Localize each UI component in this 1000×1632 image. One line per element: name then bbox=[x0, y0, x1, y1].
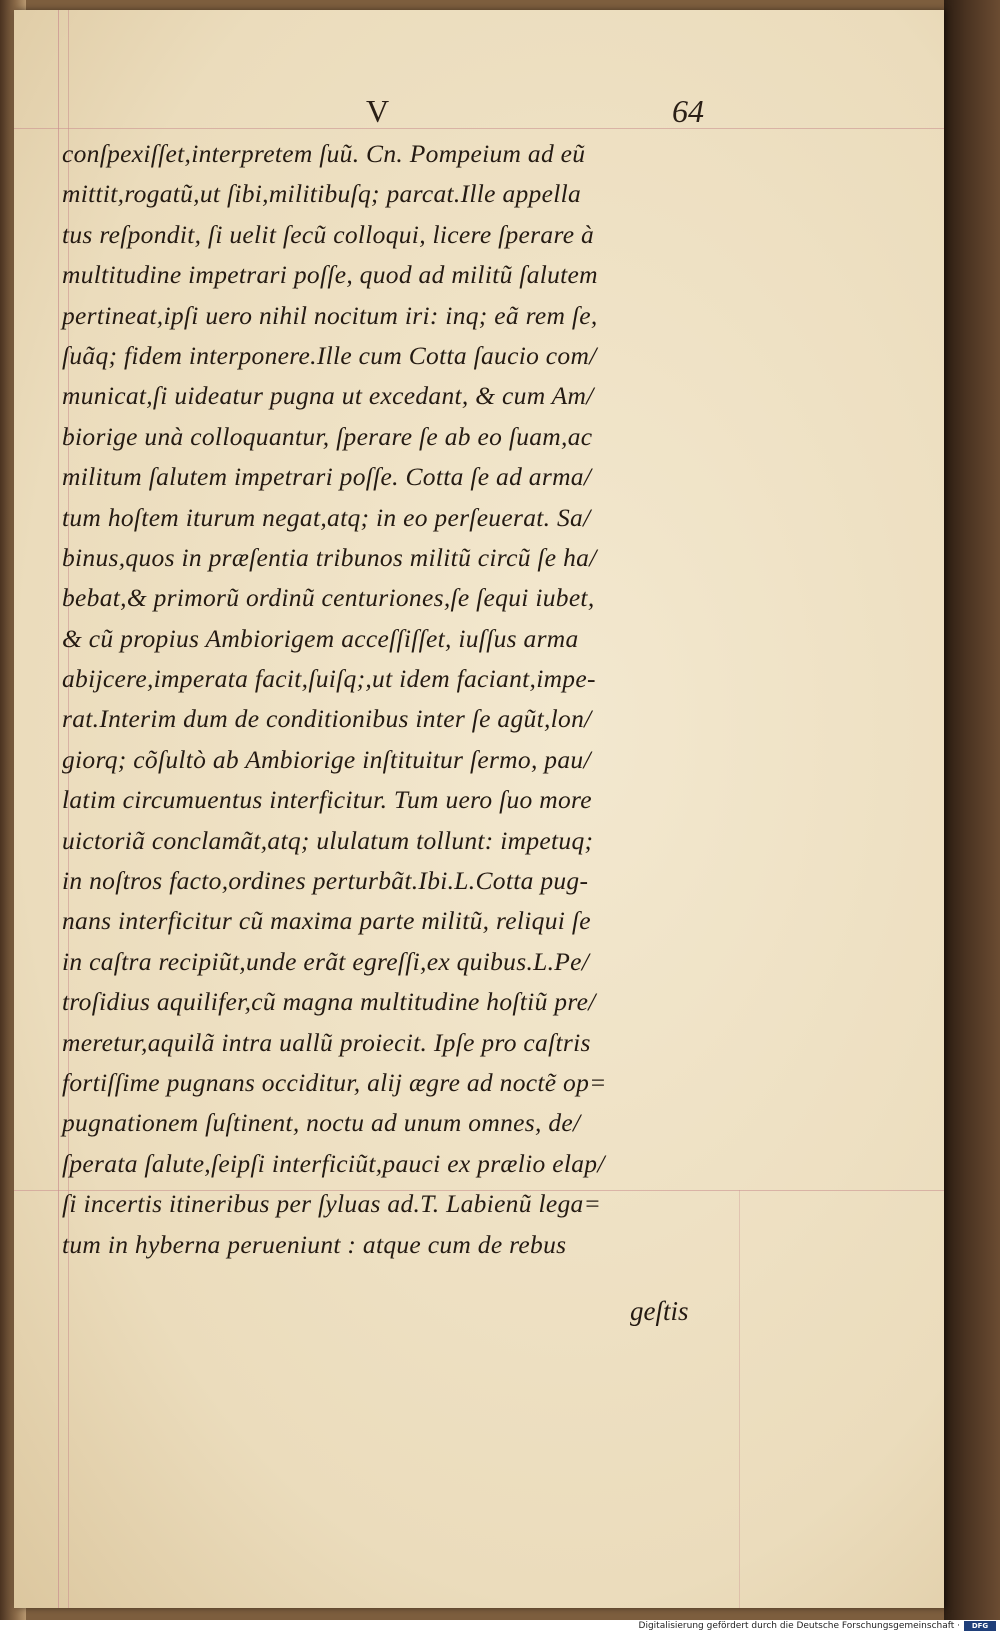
text-line: meretur,aquilã intra uallũ proiecit. Ipſe pro caſtris bbox=[62, 1027, 591, 1057]
text-line: bebat,& primorũ ordinũ centuriones,ſe ſequi iubet, bbox=[62, 583, 595, 613]
margin-rule-right bbox=[739, 1190, 740, 1608]
text-line: biorige unà colloquantur, ſperare ſe ab eo ſuam,ac bbox=[62, 421, 593, 451]
text-line: ſuãq; fidem interponere.Ille cum Cotta ſaucio com/ bbox=[62, 340, 597, 370]
text-line: ſperata ſalute,ſeipſi interficiũt,pauci ex prælio elap/ bbox=[62, 1148, 605, 1178]
dfg-logo-icon[interactable]: DFG bbox=[964, 1621, 996, 1631]
text-line: tum hoſtem iturum negat,atq; in eo perſeuerat. Sa/ bbox=[62, 502, 591, 532]
text-line: in caſtra recipiũt,unde erãt egreſſi,ex quibus.L.Pe/ bbox=[62, 946, 590, 976]
text-line: tum in hyberna perueniunt : atque cum de rebus bbox=[62, 1229, 567, 1259]
text-line: & cũ propius Ambiorigem acceſſiſſet, iuſſus arma bbox=[62, 623, 579, 653]
text-line: pertineat,ipſi uero nihil nocitum iri: inq; eã rem ſe, bbox=[62, 300, 598, 330]
text-line: rat.Interim dum de conditionibus inter ſe agũt,lon/ bbox=[62, 704, 592, 734]
text-line: latim circumuentus interficitur. Tum uero ſuo more bbox=[62, 785, 592, 815]
text-line: pugnationem ſuſtinent, noctu ad unum omnes, de/ bbox=[62, 1108, 581, 1138]
text-line: binus,quos in præſentia tribunos militũ circũ ſe ha/ bbox=[62, 542, 597, 572]
text-line: militum ſalutem impetrari poſſe. Cotta ſe ad arma/ bbox=[62, 462, 592, 492]
catchword: geſtis bbox=[630, 1296, 689, 1326]
text-line: abijcere,imperata facit,ſuiſq;,ut idem faciant,impe- bbox=[62, 664, 596, 694]
text-line: nans interficitur cũ maxima parte militũ, reliqui ſe bbox=[62, 906, 591, 936]
scan-right-margin bbox=[944, 0, 1000, 1620]
funding-credit: Digitalisierung gefördert durch die Deutsche Forschungsgemeinschaft · bbox=[638, 1621, 960, 1631]
body-text bbox=[62, 134, 727, 1265]
text-line: uictoriã conclamãt,atq; ululatum tollunt: impetuq; bbox=[62, 825, 594, 855]
text-line: fortiſſime pugnans occiditur, alij ægre ad noctẽ op= bbox=[62, 1067, 607, 1097]
margin-rule-top bbox=[14, 128, 944, 129]
text-line: tus reſpondit, ſi uelit ſecũ colloqui, licere ſperare à bbox=[62, 219, 595, 249]
text-line: conſpexiſſet,interpretem ſuũ. Cn. Pompeium ad eũ bbox=[62, 139, 586, 168]
signature-mark: V bbox=[366, 93, 390, 129]
text-line: ſi incertis itineribus per ſyluas ad.T. Labienũ lega= bbox=[62, 1189, 602, 1219]
page-number: 64 bbox=[672, 93, 704, 129]
text-line: in noſtros facto,ordines perturbãt.Ibi.L.Cotta pug- bbox=[62, 866, 589, 896]
text-line: municat,ſi uideatur pugna ut excedant, & cum Am/ bbox=[62, 381, 594, 411]
text-line: mittit,rogatũ,ut ſibi,militibuſq; parcat.Ille appella bbox=[62, 179, 582, 209]
text-line: troſidius aquilifer,cũ magna multitudine hoſtiũ pre/ bbox=[62, 987, 596, 1017]
digitization-footer bbox=[0, 1620, 1000, 1632]
text-line: giorq; cõſultò ab Ambiorige inſtituitur ſermo, pau/ bbox=[62, 744, 591, 774]
margin-rule-left-outer bbox=[58, 10, 59, 1608]
text-line: multitudine impetrari poſſe, quod ad militũ ſalutem bbox=[62, 260, 598, 290]
